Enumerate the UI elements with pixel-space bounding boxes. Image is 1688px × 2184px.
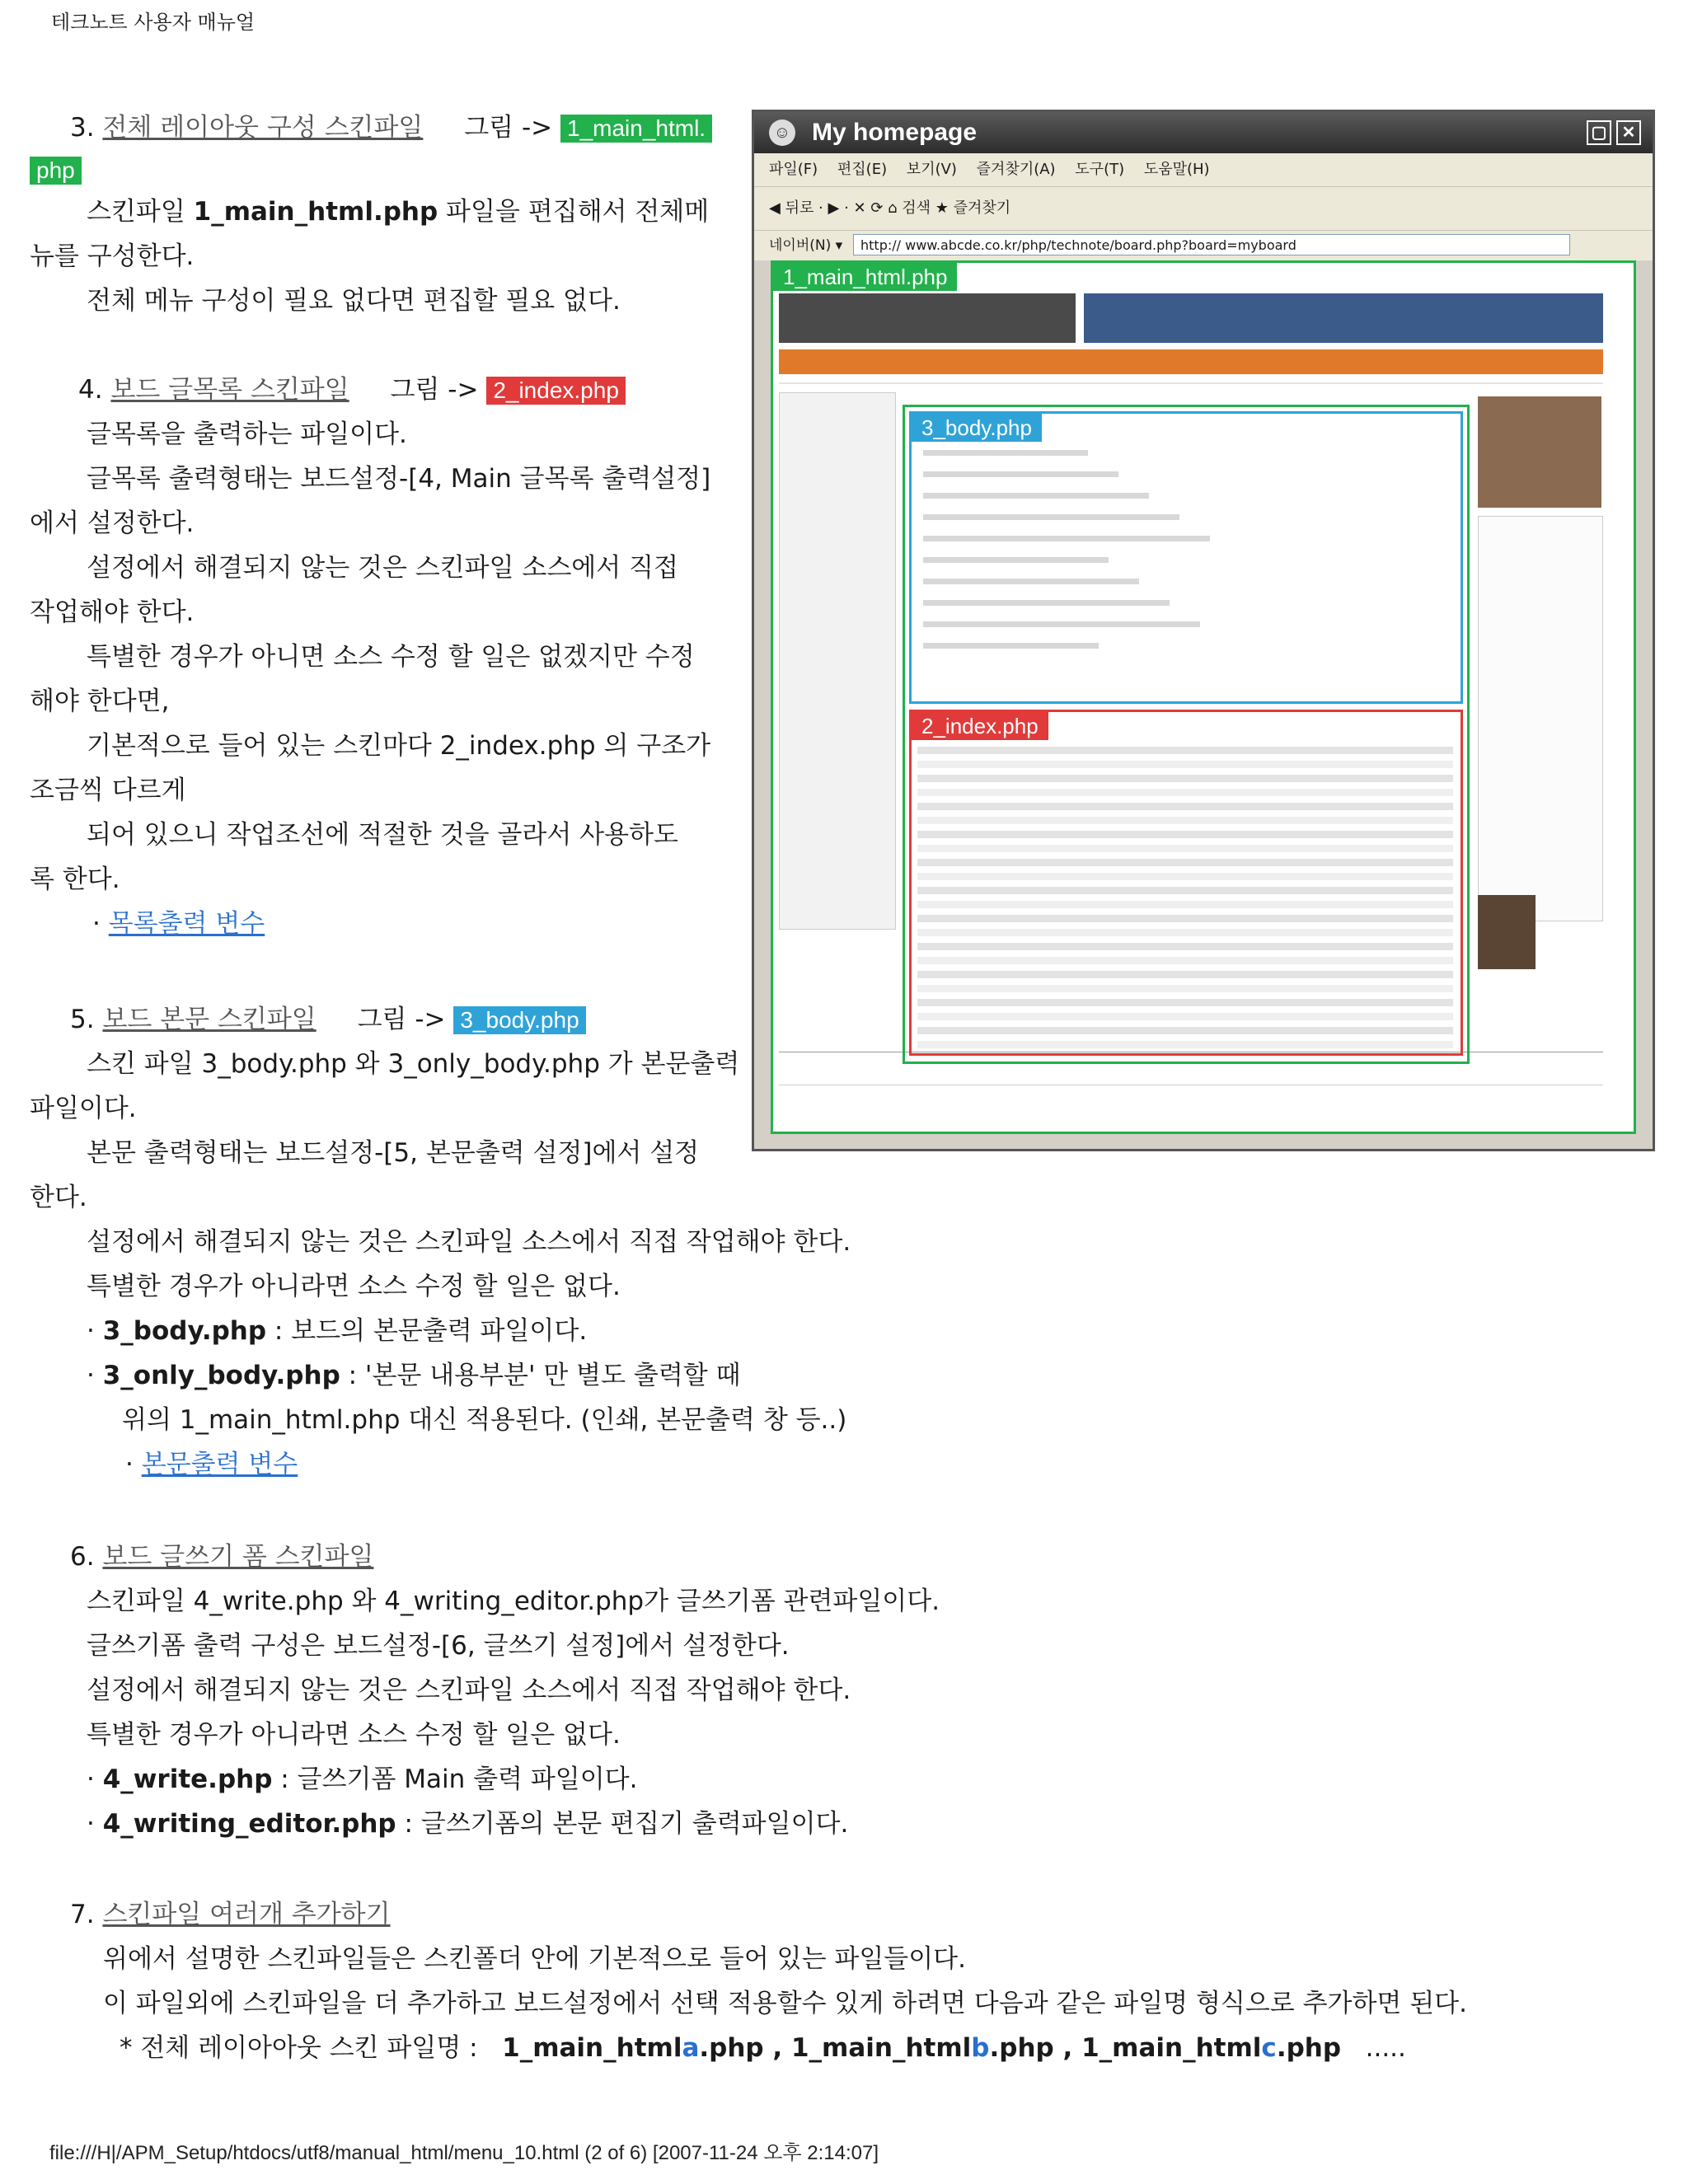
s6-bullet-1: · 4_write.php : 글쓰기폼 Main 출력 파일이다.: [87, 1765, 638, 1794]
section-5-heading: 5. 보드 본문 스킨파일 그림 -> 3_body.php: [70, 997, 586, 1042]
s4-line: 글목록 출력형태는 보드설정-[4, Main 글목록 출력설정]: [87, 464, 711, 494]
s4-line: 록 한다.: [30, 865, 120, 894]
browser-toolbar[interactable]: ◀ 뒤로 · ▶ · ✕ ⟳ ⌂ 검색 ★ 즐겨찾기: [754, 186, 1653, 230]
section-3-title[interactable]: 전체 레이아웃 구성 스킨파일: [102, 113, 424, 143]
label-main-html: 1_main_html.php: [773, 263, 957, 291]
s4-line: 조금씩 다르게: [30, 776, 186, 805]
s7-line-2: 이 파일외에 스킨파일을 더 추가하고 보드설정에서 선택 적용할수 있게 하려면 다음과 같은 파일명 형식으로 추가하면 된다.: [103, 1989, 1467, 2018]
s6-line: 스킨파일 4_write.php 와 4_writing_editor.php가 글쓰기폼 관련파일이다.: [87, 1586, 940, 1616]
s5-link-item: · 본문출력 변수: [125, 1450, 298, 1479]
window-titlebar: [754, 112, 1653, 153]
s3-para-1: 스킨파일 1_main_html.php 파일을 편집해서 전체메: [87, 197, 710, 227]
url-input[interactable]: http:// www.abcde.co.kr/php/technote/board.php?board=myboard: [853, 234, 1570, 255]
page-header: 테크노트 사용자 매뉴얼: [51, 11, 256, 34]
frame-body: [909, 411, 1463, 704]
label-index: 2_index.php: [912, 712, 1048, 740]
s4-line: 해야 한다면,: [30, 687, 170, 716]
s5-line: 스킨 파일 3_body.php 와 3_only_body.php 가 본문출력: [87, 1049, 740, 1079]
window-title: My homepage: [812, 119, 978, 146]
section-6-heading: 6. 보드 글쓰기 폼 스킨파일: [70, 1542, 374, 1572]
maximize-icon[interactable]: ▢: [1587, 120, 1611, 145]
body-vars-link[interactable]: 본문출력 변수: [141, 1450, 298, 1479]
section-7-title[interactable]: 스킨파일 여러개 추가하기: [102, 1900, 391, 1929]
s4-line: 설정에서 해결되지 않는 것은 스킨파일 소스에서 직접: [87, 553, 678, 583]
s5-line: 본문 출력형태는 보드설정-[5, 본문출력 설정]에서 설정: [87, 1138, 700, 1168]
s7-line-1: 위에서 설명한 스킨파일들은 스킨폴더 안에 기본적으로 들어 있는 파일들이다.: [103, 1944, 966, 1974]
frame-index: [909, 710, 1463, 1056]
s3-para-1-cont: 뉴를 구성한다.: [30, 241, 195, 271]
s6-line: 특별한 경우가 아니라면 소스 수정 할 일은 없다.: [87, 1720, 621, 1750]
s6-line: 설정에서 해결되지 않는 것은 스킨파일 소스에서 직접 작업해야 한다.: [87, 1675, 851, 1705]
s7-line-3: * 전체 레이아아웃 스킨 파일명 : 1_main_htmla.php , 1_main_htmlb.php , 1_main_htmlc.php .....: [120, 2033, 1406, 2063]
section-number: 3.: [70, 113, 95, 143]
address-bar: 네이버(N) ▾ http:// www.abcde.co.kr/php/technote/board.php?board=myboard: [754, 230, 1653, 260]
tag-index: 2_index.php: [486, 377, 626, 405]
figure-ref: 그림 ->: [464, 113, 553, 143]
s6-line: 글쓰기폼 출력 구성은 보드설정-[6, 글쓰기 설정]에서 설정한다.: [87, 1631, 790, 1661]
tag-body: 3_body.php: [453, 1006, 585, 1034]
s5-bullet-2-cont: 위의 1_main_html.php 대신 적용된다. (인쇄, 본문출력 창 등..): [122, 1405, 847, 1435]
homepage-screenshot: [752, 110, 1655, 1151]
section-4-title[interactable]: 보드 글목록 스킨파일: [110, 375, 349, 405]
s4-line: 에서 설정한다.: [30, 509, 195, 538]
s5-line: 특별한 경우가 아니라면 소스 수정 할 일은 없다.: [87, 1272, 621, 1301]
s4-line: 특별한 경우가 아니면 소스 수정 할 일은 없겠지만 수정: [87, 642, 695, 672]
s5-line: 파일이다.: [30, 1094, 137, 1123]
s5-line: 한다.: [30, 1183, 87, 1212]
page-footer: file:///H|/APM_Setup/htdocs/utf8/manual_html/menu_10.html (2 of 6) [2007-11-24 오후 2:14:07]: [49, 2142, 879, 2164]
s4-line: 되어 있으니 작업조선에 적절한 것을 골라서 사용하도: [87, 820, 678, 850]
section-7-heading: 7. 스킨파일 여러개 추가하기: [70, 1900, 391, 1929]
web-page-content: [771, 260, 1636, 1134]
s5-bullet-1: · 3_body.php : 보드의 본문출력 파일이다.: [87, 1316, 588, 1346]
s4-line: 작업해야 한다.: [30, 598, 195, 627]
browser-menubar[interactable]: 파일(F) 편집(E) 보기(V) 즐겨찾기(A) 도구(T) 도움말(H): [754, 153, 1653, 186]
s5-line: 설정에서 해결되지 않는 것은 스킨파일 소스에서 직접 작업해야 한다.: [87, 1227, 851, 1257]
tag-main-html-cont: php: [30, 157, 82, 185]
section-3-heading: [70, 105, 712, 150]
list-vars-link[interactable]: 목록출력 변수: [108, 909, 265, 939]
section-4-heading: 4. 보드 글목록 스킨파일 그림 -> 2_index.php: [78, 368, 626, 412]
s4-line: 기본적으로 들어 있는 스킨마다 2_index.php 의 구조가: [87, 731, 711, 761]
tag-main-html: 1_main_html.: [560, 115, 712, 143]
s6-bullet-2: · 4_writing_editor.php : 글쓰기폼의 본문 편집기 출력파일이다.: [87, 1809, 849, 1839]
s3-para-2: 전체 메뉴 구성이 필요 없다면 편집할 필요 없다.: [87, 286, 621, 316]
section-6-title[interactable]: 보드 글쓰기 폼 스킨파일: [102, 1542, 374, 1572]
s5-bullet-2: · 3_only_body.php : '본문 내용부분' 만 별도 출력할 때: [87, 1361, 741, 1390]
label-body: 3_body.php: [912, 414, 1042, 442]
s4-link-item: · 목록출력 변수: [92, 909, 265, 939]
s4-line: 글목록을 출력하는 파일이다.: [87, 419, 407, 449]
browser-logo-icon: ☺: [769, 120, 795, 146]
section-5-title[interactable]: 보드 본문 스킨파일: [102, 1005, 316, 1034]
close-icon[interactable]: ✕: [1616, 120, 1641, 145]
